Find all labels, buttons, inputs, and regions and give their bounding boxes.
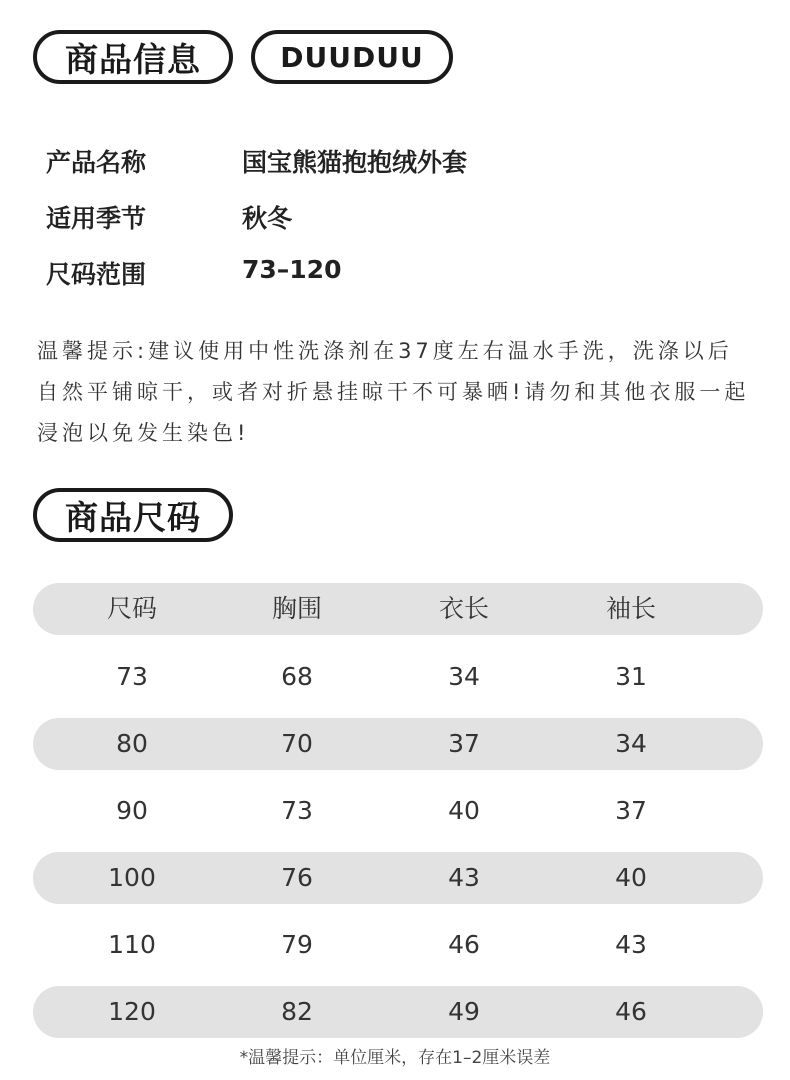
info-value: 国宝熊猫抱抱绒外套: [242, 148, 468, 177]
table-cell: 46: [615, 997, 647, 1026]
table-row: [33, 785, 763, 837]
table-row: [33, 919, 763, 971]
table-cell: 40: [615, 863, 647, 892]
table-cell: 90: [116, 796, 148, 825]
table-cell: 37: [448, 729, 480, 758]
table-cell: 73: [281, 796, 313, 825]
table-header-row: [33, 583, 763, 635]
table-cell: 110: [108, 930, 156, 959]
column-header: 袖长: [605, 594, 656, 623]
table-cell: 100: [108, 863, 156, 892]
info-label: 尺码范围: [46, 260, 147, 289]
section-title-size-chart: 商品尺码: [33, 488, 233, 542]
care-instructions: 温馨提示:建议使用中性洗涤剂在37度左右温水手洗，洗涤以后自然平铺晾干，或者对折悬挂晾干不可暴晒!请勿和其他衣服一起浸泡以免发生染色!: [37, 339, 750, 445]
table-row: [33, 986, 763, 1038]
info-label: 适用季节: [46, 204, 147, 233]
table-cell: 34: [448, 662, 480, 691]
table-cell: 43: [448, 863, 480, 892]
column-header: 尺码: [106, 594, 157, 623]
table-cell: 82: [281, 997, 313, 1026]
table-cell: 31: [615, 662, 647, 691]
info-value: 73–120: [242, 255, 342, 284]
column-header: 胸围: [271, 594, 322, 623]
table-row: [33, 852, 763, 904]
section-title-product-info: 商品信息: [33, 30, 233, 84]
table-cell: 49: [448, 997, 480, 1026]
info-value: 秋冬: [242, 204, 293, 233]
table-row: [33, 651, 763, 703]
table-cell: 40: [448, 796, 480, 825]
table-cell: 79: [281, 930, 313, 959]
info-label: 产品名称: [46, 148, 147, 177]
table-cell: 46: [448, 930, 480, 959]
table-row: [33, 718, 763, 770]
table-cell: 76: [281, 863, 313, 892]
table-cell: 68: [281, 662, 313, 691]
table-cell: 120: [108, 997, 156, 1026]
table-cell: 80: [116, 729, 148, 758]
table-cell: 70: [281, 729, 313, 758]
table-cell: 34: [615, 729, 647, 758]
table-cell: 73: [116, 662, 148, 691]
size-footnote: *温馨提示：单位厘米，存在1–2厘米误差: [239, 1048, 551, 1068]
brand-logo: DUUDUU: [251, 30, 453, 84]
table-cell: 37: [615, 796, 647, 825]
table-cell: 43: [615, 930, 647, 959]
column-header: 衣长: [438, 594, 489, 623]
